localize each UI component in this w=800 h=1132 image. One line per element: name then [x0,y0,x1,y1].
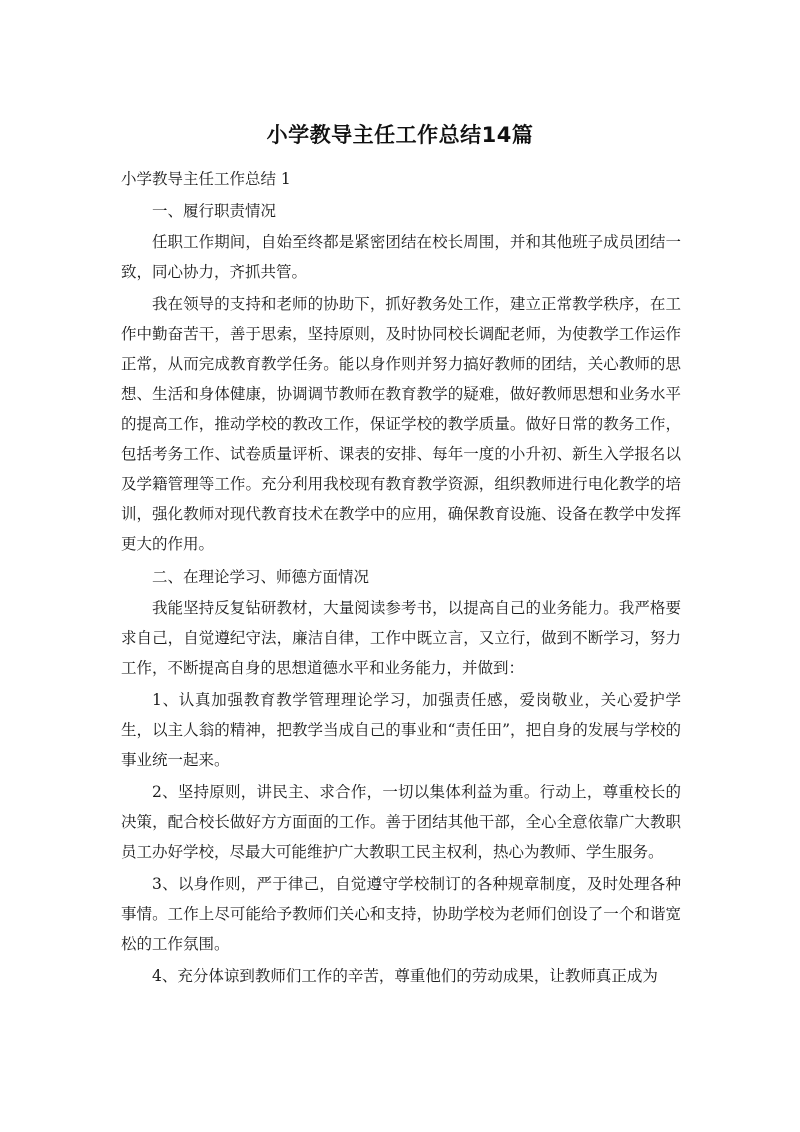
paragraph: 任职工作期间，自始至终都是紧密团结在校长周围，并和其他班子成员团结一致，同心协力，齐抓共管。 [121,233,681,281]
list-item: 3、以身作则，严于律己，自觉遵守学校制订的各种规章制度，及时处理各种事情。工作上尽可能给予教师们关心和支持，协助学校为老师们创设了一个和谐宽松的工作氛围。 [121,875,681,953]
section-heading-theory-ethics: 二、在理论学习、师德方面情况 [152,568,370,586]
list-item: 2、坚持原则，讲民主、求合作，一切以集体利益为重。行动上，尊重校长的决策，配合校长做好方方面面的工作。善于团结其他干部，全心全意依靠广大教职员工办好学校，尽最大可能维护广大教职工民主权利，热心为教师、学生服务。 [121,783,681,861]
section-heading-duties: 一、履行职责情况 [152,202,277,220]
list-item: 4、充分体谅到教师们工作的辛苦，尊重他们的劳动成果，让教师真正成为 [152,967,658,985]
document-subtitle: 小学教导主任工作总结 1 [121,170,291,188]
list-item: 1、认真加强教育教学管理理论学习，加强责任感，爱岗敬业，关心爱护学生，以主人翁的精神，把教学当成自己的事业和“责任田”，把自身的发展与学校的事业统一起来。 [121,691,681,769]
paragraph: 我在领导的支持和老师的协助下，抓好教务处工作，建立正常教学秩序，在工作中勤奋苦干，善于思索，坚持原则，及时协同校长调配老师，为使教学工作运作正常，从而完成教育教学任务。能以身作则并努力搞好教师的团结，关心教师的思想、生活和身体健康，协调调节教师在教育教学的疑难，做好教师思想和业务水平的提高工作，推动学校的教改工作，保证学校的教学质量。做好日常的教务工作，包括考务工作、试卷质量评析、课表的安排、每年一度的小升初、新生入学报名以及学籍管理等工作。充分利用我校现有教育教学资源，组织教师进行电化教学的培训，强化教师对现代教育技术在教学中的应用，确保教育设施、设备在教学中发挥更大的作用。 [121,295,681,553]
paragraph: 我能坚持反复钻研教材，大量阅读参考书，以提高自己的业务能力。我严格要求自己，自觉遵纪守法，廉洁自律，工作中既立言，又立行，做到不断学习，努力工作，不断提高自身的思想道德水平和业务能力，并做到： [121,599,681,677]
document-title: 小学教导主任工作总结14篇 [266,123,534,147]
document-body [121,163,681,993]
